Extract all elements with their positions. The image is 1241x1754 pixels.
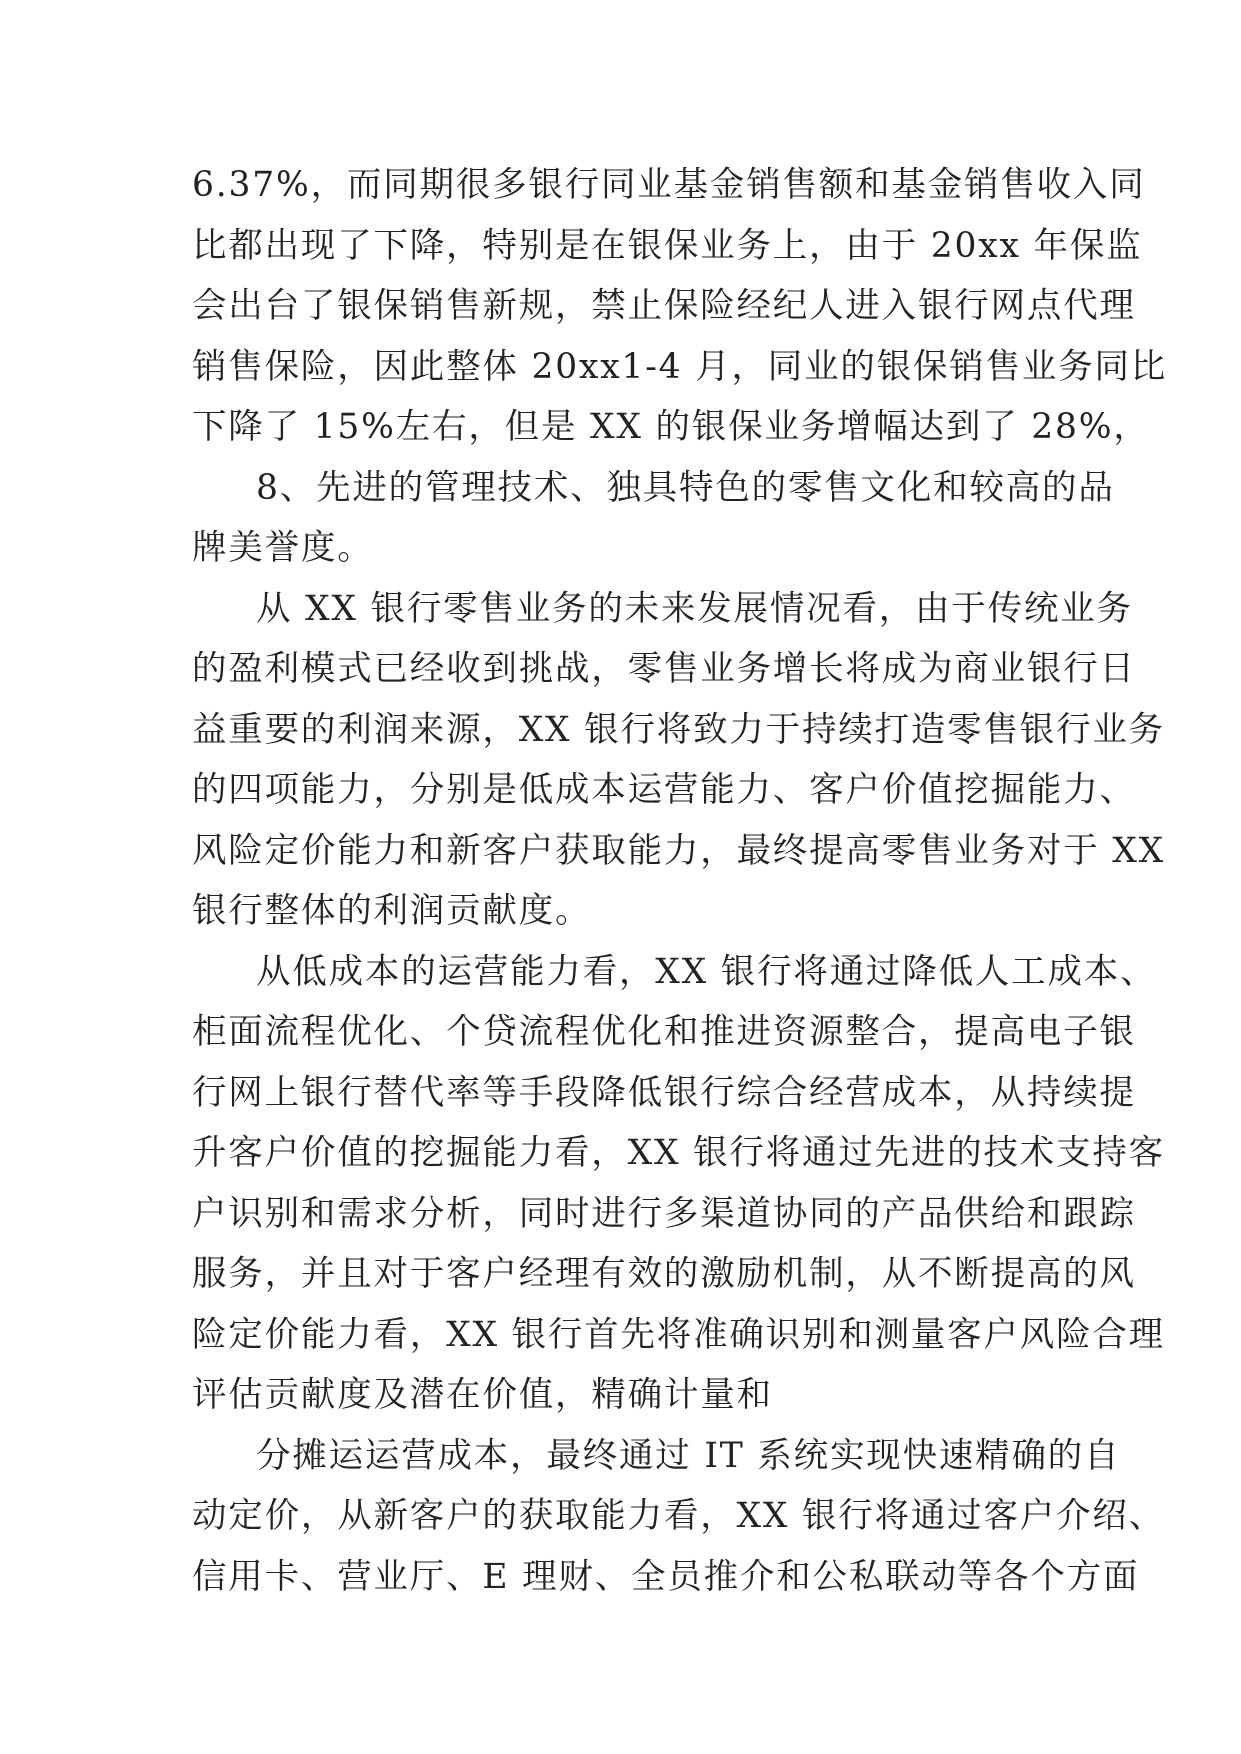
text-line: 牌美誉度。 — [192, 528, 374, 568]
text-line: 下降了 15%左右，但是 XX 的银保业务增幅达到了 28%， — [192, 407, 1150, 447]
text-line: 信用卡、营业厅、E 理财、全员推介和公私联动等各个方面 — [192, 1556, 1140, 1597]
text-line: 升客户价值的挖掘能力看，XX 银行将通过先进的技术支持客 — [192, 1133, 1165, 1173]
paragraph-start-line: 8、先进的管理技术、独具特色的零售文化和较高的品 — [256, 467, 1115, 508]
text-line: 销售保险，因此整体 20xx1-4 月，同业的银保销售业务同比 — [192, 346, 1168, 387]
text-line: 6.37%，而同期很多银行同业基金销售额和基金销售收入同 — [192, 165, 1146, 205]
text-line: 户识别和需求分析，同时进行多渠道协同的产品供给和跟踪 — [192, 1193, 1136, 1234]
text-line: 柜面流程优化、个贷流程优化和推进资源整合，提高电子银 — [192, 1012, 1136, 1052]
text-line: 服务，并且对于客户经理有效的激励机制，从不断提高的风 — [192, 1254, 1136, 1294]
text-line: 的盈利模式已经收到挑战，零售业务增长将成为商业银行日 — [192, 649, 1136, 689]
text-line: 银行整体的利润贡献度。 — [192, 891, 592, 931]
text-line: 比都出现了下降，特别是在银保业务上，由于 20xx 年保监 — [192, 225, 1143, 266]
paragraph-start-line: 从 XX 银行零售业务的未来发展情况看，由于传统业务 — [256, 588, 1133, 629]
text-line: 行网上银行替代率等手段降低银行综合经营成本，从持续提 — [192, 1072, 1136, 1113]
text-line: 动定价，从新客户的获取能力看，XX 银行将通过客户介绍、 — [192, 1496, 1165, 1536]
text-line: 益重要的利润来源，XX 银行将致力于持续打造零售银行业务 — [192, 709, 1165, 750]
text-line: 的四项能力，分别是低成本运营能力、客户价值挖掘能力、 — [192, 770, 1136, 810]
text-line: 评估贡献度及潜在价值，精确计量和 — [192, 1375, 773, 1415]
text-line: 风险定价能力和新客户获取能力，最终提高零售业务对于 XX — [192, 830, 1165, 871]
text-line: 会出台了银保销售新规，禁止保险经纪人进入银行网点代理 — [192, 286, 1136, 326]
text-line: 险定价能力看，XX 银行首先将准确识别和测量客户风险合理 — [192, 1314, 1165, 1355]
paragraph-start-line: 从低成本的运营能力看，XX 银行将通过降低人工成本、 — [256, 951, 1157, 992]
paragraph-start-line: 分摊运运营成本，最终通过 IT 系统实现快速精确的自 — [256, 1435, 1121, 1476]
document-body — [192, 155, 1168, 1607]
